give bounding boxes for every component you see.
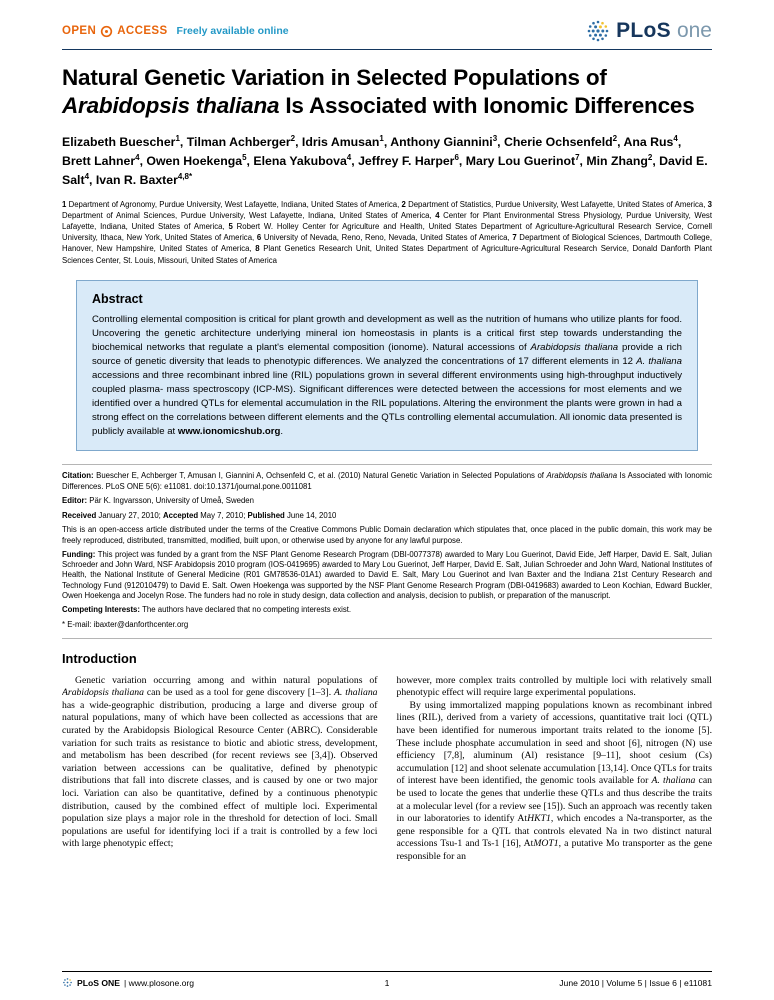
metadata-paragraph: * E-mail: ibaxter@danforthcenter.org — [62, 619, 189, 629]
author: Jeffrey F. Harper$^6$, — [358, 152, 466, 169]
footer-page-number: 1 — [384, 977, 390, 988]
article-title — [62, 64, 712, 120]
metadata-paragraph: Citation: Buescher E, Achberger T, Amusan I, Giannini A, Ochsenfeld C, et al. (2010) Natural Genetic Variation in Selected Populations of Arabidopsis thaliana Is Associated with Ionomic Differences. PLoS ONE 5(6): e11081. doi:10.1371/journal.pone.0011081 — [62, 471, 713, 491]
one-wordmark: one — [676, 19, 712, 42]
metadata-paragraph: This is an open-access article distributed under the terms of the Creative Commons Public Domain declaration which stipulates that, once placed in the public domain, this work may be freely reproduced, distributed, transmitted, modified, built upon, or otherwise used by anyone for any lawful purpose. — [62, 525, 712, 545]
metadata-section — [62, 471, 712, 634]
metadata-paragraph: Competing Interests: The authors have declared that no competing interests exist. — [62, 605, 352, 615]
open-access-access-label: ACCESS — [117, 25, 168, 37]
plos-sphere-icon — [585, 18, 611, 44]
author: Mary Lou Guerinot$^7$, — [465, 152, 587, 169]
open-access-open-label: OPEN — [62, 25, 97, 37]
abstract-heading: Abstract — [92, 291, 143, 306]
author: Owen Hoekenga$^5$, — [146, 152, 254, 169]
author: Anthony Giannini$^3$, — [390, 133, 504, 149]
intro-right — [397, 675, 713, 864]
title-part-1: Natural Genetic Variation in Selected Populations of — [62, 65, 607, 90]
intro-left — [62, 675, 378, 852]
author: Cherie Ochsenfeld$^2$, — [503, 133, 624, 149]
page-footer — [62, 971, 712, 990]
title-species-italic: Arabidopsis thaliana — [62, 92, 280, 118]
title-part-2: Is Associated with Ionomic Differences — [279, 92, 695, 118]
author: Ana Rus$^4$, — [623, 133, 682, 149]
body-paragraph: By using immortalized mapping populations known as recombinant inbred lines (RIL), derived from a variety of accessions, quantitative trait loci (QTL) have been identified for numerous important traits related to the ionome [5]. These include phosphate accumulation in seed and shoot [6], nitrogen (N) use efficiency [7,8], aluminum (Al) resistance [9–11], shoot cesium (Cs) accumulation [12] and shoot selenate accumulation [13,14]. Once QTLs for traits of interest have been identified, the genomic tools available for A. thaliana can be used to locate the genes that underlie these QTLs and thus describe the traits at a molecular level (for a review see [15]). Such an approach was recently taken in our laboratories to identify AtHKT1, which encodes a Na-transporter, as the gene responsible for a QTL that controls elevated Na in two distinct natural accessions Tsu-1 and Ts-1 [16], AtMOT1, a putative Mo transporter as the gene responsible for an — [396, 699, 712, 863]
freely-available-label: Freely available online — [176, 25, 289, 37]
plos-one-logo — [585, 18, 712, 44]
author: Elizabeth Buescher$^1$, — [62, 133, 187, 149]
open-access-icon — [100, 25, 113, 38]
author: Elena Yakubova$^4$, — [253, 152, 359, 169]
metadata-paragraph: Editor: Pär K. Ingvarsson, University of Umeå, Sweden — [62, 496, 254, 506]
metadata-paragraph: Received January 27, 2010; Accepted May 7, 2010; Published June 14, 2010 — [62, 510, 337, 520]
author: Min Zhang$^2$, — [586, 152, 660, 169]
author: Brett Lahner$^4$, — [62, 152, 147, 169]
plos-wordmark: PLoS — [616, 19, 671, 42]
abstract-text: Controlling elemental composition is critical for plant growth and development as well as the nutrition of humans who utilize plants for food. Uncovering the genetic architecture underlying mineral ion homeostasis in plants is a critical first step towards understanding the biochemical networks that regulate a plant's elemental composition (ionome). Natural accessions of Arabidopsis thaliana provide a rich source of genetic diversity that leads to phenotypic differences. We analyzed the concentrations of 17 different elements in 12 A. thaliana accessions and three recombinant inbred line (RIL) populations grown in several different environments using high-throughput inductively coupled plasma- mass spectroscopy (ICP-MS). Significant differences were detected between the accessions for most elements and we identified over a hundred QTLs for elemental accumulation in the RIL populations. Altering the environment the plants were grown in had a strong effect on the correlations between different elements and the QTLs controlling elemental accumulation. All ionomic data presented is publicly available at www.ionomicshub.org. — [92, 313, 683, 438]
introduction-heading: Introduction — [62, 650, 137, 666]
article-body-columns — [62, 649, 712, 965]
author-list — [62, 133, 712, 190]
open-access-banner — [62, 25, 289, 38]
affiliations: 1 Department of Agronomy, Purdue University, West Lafayette, Indiana, United States of America, 2 Department of Statistics, Purdue University, West Lafayette, United States of America, 3 Department of Animal Sciences, Purdue University, West Lafayette, Indiana, United States of America, 4 Center for Plant Environmental Stress Physiology, Purdue University, West Lafayette, Indiana, United States of America, 5 Robert W. Holley Center for Agriculture and Health, United States Department of Agriculture-Agricultural Research Service, Cornell University, Ithaca, New York, United States of America, 6 University of Nevada, Reno, Reno, Nevada, United States of America, 7 Department of Biological Sciences, Dartmouth College, Hanover, New Hampshire, United States of America, 8 Plant Genetics Research Unit, United States Department of Agriculture-Agricultural Research Service, Donald Danforth Plant Sciences Center, St. Louis, Missouri, United States of America — [62, 200, 713, 265]
left-column — [62, 649, 378, 965]
plos-footer-icon — [62, 977, 73, 988]
metadata-divider-top — [62, 464, 712, 465]
author: David E. Salt$^4$, — [62, 154, 708, 188]
footer-issue-info: June 2010 | Volume 5 | Issue 6 | e11081 — [559, 977, 712, 988]
page-header — [62, 16, 712, 50]
author: Tilman Achberger$^2$, — [186, 133, 302, 149]
body-paragraph: however, more complex traits controlled by multiple loci with relatively small phenotypic effect will require large experimental populations. — [396, 674, 712, 699]
right-column — [397, 649, 713, 965]
abstract-box — [76, 280, 698, 452]
footer-site-url: | www.plosone.org — [123, 977, 195, 988]
footer-brand-block — [62, 977, 194, 988]
metadata-divider-bottom — [62, 638, 712, 639]
author: Idris Amusan$^1$, — [301, 133, 391, 149]
metadata-paragraph: Funding: This project was funded by a grant from the NSF Plant Genome Research Program (DBI-0077378) awarded to Mary Lou Guerinot, David Eide, Jeff Harper, David E. Salt, Julian Schroeder and John Ward, NSF Arabidopsis 2010 program (IOS-0419695) awarded to Mary Lou Guerinot, Jeff Harper, David E. Salt, Julian Schroeder and John Ward, National Institutes of Health, the National Institute of General Medicine (R01 GM78536-01A1) awarded to David E. Salt, Mary Lou Guerinot and Ivan Baxter and the Indiana 21st Century Research and Technology Fund (912010479) to David E. Salt. Owen Hoekenga was supported by the NSF Plant Genome Research Program (DBI-0419683) awarded to Leon Kochian, Edward Buckler, Owen Hoekenga and Jocelyn Rose. The funders had no role in study design, data collection and analysis, decision to publish, or preparation of the manuscript. — [62, 550, 712, 600]
footer-journal-name: PLoS ONE — [77, 977, 120, 988]
author: Ivan R. Baxter$^{4,8*}$ — [95, 172, 193, 188]
body-paragraph: Genetic variation occurring among and within natural populations of Arabidopsis thaliana can be used as a tool for gene discovery [1–3]. A. thaliana has a wide-geographic distribution, producing a large and diverse group of natural populations, many of which have been collected as accessions that are curated by the Arabidopsis Biological Resource Center (ABRC). Considerable variation for such traits as resistance to biotic and abiotic stress, development, and metabolism has been described (for recent reviews see [3,4]). Observed variation between accessions can be qualitative, defined by phenotypic distributions that fall into discrete classes, and is caused by one or two major loci. Variation can also be quantitative, defined by a continuous phenotypic distribution, caused by the combined effect of multiple loci. Experimental population size plays a major role in the threshold for detection of loci. Small populations are useful for identifying loci if a trait is controlled by a few loci with large phenotypic effect; — [62, 674, 378, 850]
